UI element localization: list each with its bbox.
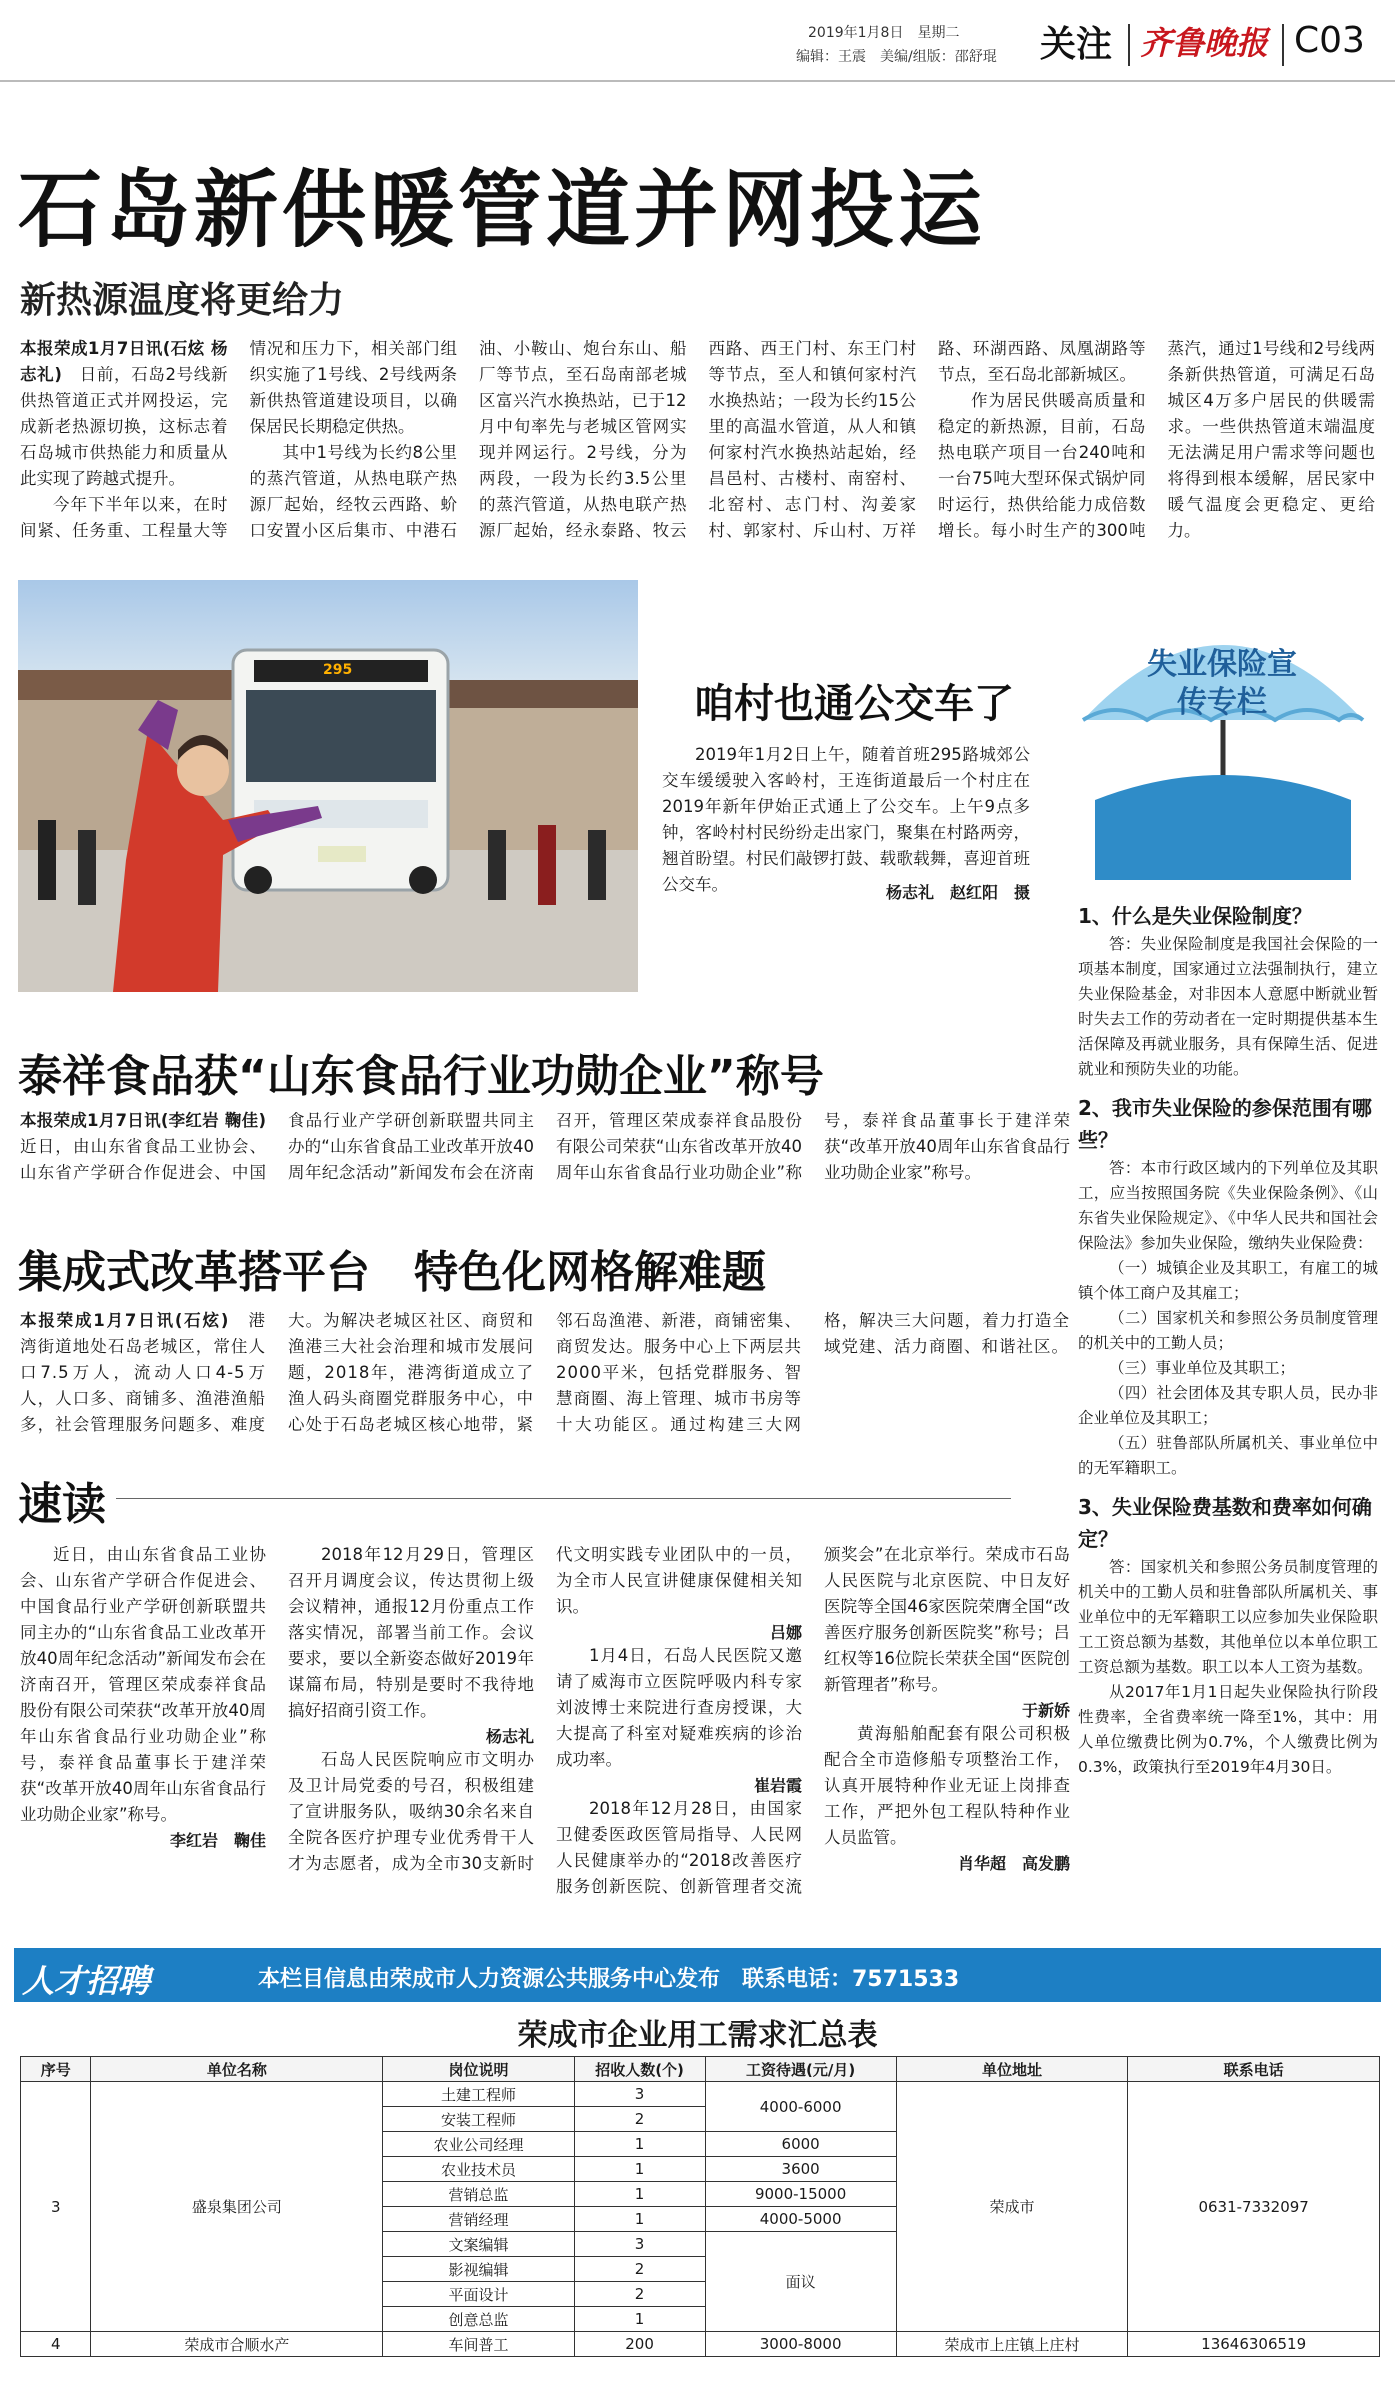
job-post: 安装工程师: [383, 2107, 574, 2132]
quick-read-item: 近日，由山东省食品工业协会、山东省产学研合作促进会、中国食品行业产学研创新联盟共同主办的“山东省食品工业改革开放40周年纪念活动”新闻发布会在济南召开，管理区荣成泰祥食品股份有限公司荣获“改革开放40周年山东省食品行业功勋企业”称号，泰祥食品董事长于建洋荣获“改革开放40周年山东省食品行业功勋企业家”称号。 李红岩 鞠佳: [20, 1545, 266, 1850]
qa-question: 3、失业保险费基数和费率如何确定？: [1078, 1495, 1372, 1551]
header-cell: 单位地址: [896, 2057, 1128, 2082]
page-number: C03: [1294, 20, 1365, 61]
quick-read-item: 1月4日，石岛人民医院又邀请了威海市立医院呼吸内科专家刘波博士来院进行查房授课，大大提高了科室对疑难疾病的诊治成功率。 崔岩霞: [556, 1646, 802, 1795]
job-count: 2: [574, 2282, 705, 2307]
header-cell: 单位名称: [91, 2057, 383, 2082]
recruit-banner-text: 本栏目信息由荣成市人力资源公共服务中心发布 联系电话：7571533: [258, 1967, 960, 1992]
qa-answer: （四）社会团体及其专职人员，民办非企业单位及其职工；: [1078, 1384, 1378, 1427]
job-post: 平面设计: [383, 2282, 574, 2307]
jobs-table-title: 荣成市企业用工需求汇总表: [517, 2018, 878, 2053]
quick-read-item: 石岛人民医院响应市文明办及卫计局党委的号召，积极组建了宣讲服务队，吸纳30余名来自全院各医疗护理专业优秀骨干人才为志愿者，成为全市30支新时代文明实践专业团队中的一员，为全市人民宣讲健康保健相关知识。 吕娜: [288, 1545, 802, 1873]
bus-photo: [18, 580, 638, 992]
job-count: 1: [574, 2157, 705, 2182]
job-post: 影视编辑: [383, 2257, 574, 2282]
qa-answer: 从2017年1月1日起失业保险执行阶段性费率，全省费率统一降至1%，其中：用人单位缴费比例为0.7%，个人缴费比例为0.3%，政策执行至2019年4月30日。: [1078, 1683, 1378, 1776]
jobs-table: [20, 2056, 1380, 2357]
job-salary: 4000-6000: [705, 2082, 896, 2132]
grid-body: [20, 1308, 1070, 1470]
job-salary: 3000-8000: [705, 2332, 896, 2357]
food-body: [20, 1108, 1070, 1214]
photo-caption: 2019年1月2日上午，随着首班295路城郊公交车缓缓驶入客岭村，王连街道最后一个村庄在2019年新年伊始正式通上了公交车。上午9点多钟，客岭村村民纷纷走出家门，聚集在村路两旁，翘首盼望。村民们敲锣打鼓、载歌载舞，喜迎首班公交车。: [662, 745, 1030, 894]
lead-subheadline: 新热源温度将更给力: [20, 280, 345, 321]
company-name: 荣成市合顺水产: [91, 2332, 383, 2357]
job-post: 车间普工: [383, 2332, 574, 2357]
quick-reads-body: [20, 1542, 1070, 1946]
job-salary: 4000-5000: [705, 2207, 896, 2232]
photo-credit: 杨志礼 赵红阳 摄: [885, 883, 1030, 902]
company-phone: 13646306519: [1128, 2332, 1380, 2357]
quick-read-item: 黄海船舶配套有限公司积极配合全市造修船专项整治工作，认真开展特种作业无证上岗排查工作，严把外包工程队特种作业人员监管。 肖华超 高发鹏: [824, 1724, 1070, 1873]
qa-answer: 答：本市行政区域内的下列单位及其职工，应当按照国务院《失业保险条例》、《山东省失业保险规定》、《中华人民共和国社会保险法》参加失业保险，缴纳失业保险费：: [1078, 1159, 1378, 1252]
masthead-divider-2: [1282, 24, 1284, 66]
job-post: 农业技术员: [383, 2157, 574, 2182]
job-salary: 面议: [705, 2232, 896, 2332]
masthead-rule: [0, 80, 1395, 82]
food-paragraph: 本报荣成1月7日讯(李红岩 鞠佳) 近日，由山东省食品工业协会、山东省产学研合作促进会、中国食品行业产学研创新联盟共同主办的“山东省食品工业改革开放40周年纪念活动”新闻发布会在济南召开，管理区荣成泰祥食品股份有限公司荣获“山东省改革开放40周年山东省食品行业功勋企业”称号，泰祥食品董事长于建洋荣获“改革开放40周年山东省食品行业功勋企业家”称号。: [20, 1111, 1070, 1182]
company-address: 荣成市: [896, 2082, 1128, 2332]
job-salary: 9000-15000: [705, 2182, 896, 2207]
job-count: 1: [574, 2207, 705, 2232]
lead-body: [20, 336, 1375, 558]
qa-question: 2、我市失业保险的参保范围有哪些？: [1078, 1096, 1372, 1152]
header-cell: 岗位说明: [383, 2057, 574, 2082]
job-count: 1: [574, 2307, 705, 2332]
job-count: 3: [574, 2082, 705, 2107]
qa-answer: （五）驻鲁部队所属机关、事业单位中的无军籍职工。: [1078, 1434, 1378, 1477]
job-post: 营销总监: [383, 2182, 574, 2207]
masthead: [0, 0, 1395, 80]
row-number: 4: [21, 2332, 91, 2357]
qa-answer: （一）城镇企业及其职工，有雇工的城镇个体工商户及其雇工；: [1078, 1259, 1378, 1302]
header-cell: 序号: [21, 2057, 91, 2082]
lead-paragraph: 作为居民供暖高质量和稳定的新热源，目前，石岛热电联产项目一台240吨和一台75吨大型环保式锅炉同时运行，热供给能力成倍数增长。每小时生产的300吨蒸汽，通过1号线和2号线两条新供热管道，可满足石岛城区4万多户居民的供暖需求。一些供热管道末端温度无法满足用户需求等问题也将得到根本缓解，居民家中暖气温度会更稳定、更给力。: [938, 339, 1375, 540]
jobs-table-wrap: [20, 2056, 1380, 2357]
lead-paragraph: 今年下半年以来，在时间紧、任务重、工程量大等情况和压力下，相关部门组织实施了1号线、2号线两条新供热管道建设项目，以确保居民长期稳定供热。: [20, 339, 457, 540]
header-cell: 工资待遇(元/月): [705, 2057, 896, 2082]
qa-question: 1、什么是失业保险制度？: [1078, 904, 1312, 928]
insurance-badge: [1075, 590, 1371, 880]
job-post: 土建工程师: [383, 2082, 574, 2107]
qa-answer: 答：失业保险制度是我国社会保险的一项基本制度，国家通过立法强制执行，建立失业保险基金，对非因本人意愿中断就业暂时失去工作的劳动者在一定时期提供基本生活保障及再就业服务，具有保障生活、促进就业和预防失业的功能。: [1078, 935, 1378, 1078]
lead-paragraph: 其中1号线为长约8公里的蒸汽管道，从热电联产热源厂起始，经牧云西路、蚧口安置小区后集市、中港石油、小鞍山、炮台东山、船厂等节点，至石岛南部老城区富兴汽水换热站，已于12月中旬率先与老城区管网实现并网运行。2号线，分为两段，一段为长约3.5公里的蒸汽管道，从热电联产热源厂起始，经永泰路、牧云西路、西王门村、东王门村等节点，至人和镇何家村汽水换热站；一段为长约15公里的高温水管道，从人和镇何家村汽水换热站起始，经昌邑村、古楼村、南窑村、北窑村、志门村、沟姜家村、郭家村、斥山村、万祥路、环湖西路、凤凰湖路等节点，至石岛北部新城区。: [249, 339, 1146, 540]
table-row: [21, 2082, 1380, 2107]
table-header-row: [21, 2057, 1380, 2082]
insurance-qa: [1078, 900, 1378, 1920]
header-cell: 联系电话: [1128, 2057, 1380, 2082]
company-phone: 0631-7332097: [1128, 2082, 1380, 2332]
job-count: 200: [574, 2332, 705, 2357]
bus-photo-illustration: [18, 580, 638, 992]
job-salary: 6000: [705, 2132, 896, 2157]
editor-credits: 编辑：王震 美编/组版：邵舒琨: [796, 49, 997, 65]
photo-headline: 咱村也通公交车了: [694, 681, 1014, 727]
company-name: 盛泉集团公司: [91, 2082, 383, 2332]
job-count: 3: [574, 2232, 705, 2257]
masthead-divider: [1128, 24, 1130, 66]
header-cell: 招收人数(个): [574, 2057, 705, 2082]
job-post: 创意总监: [383, 2307, 574, 2332]
row-number: 3: [21, 2082, 91, 2332]
issue-date: 2019年1月8日 星期二: [808, 25, 960, 41]
qa-answer: （二）国家机关和参照公务员制度管理的机关中的工勤人员；: [1078, 1309, 1378, 1352]
recruit-banner: [14, 1948, 1381, 2002]
bus-route-sign: 295: [323, 662, 353, 678]
job-count: 1: [574, 2182, 705, 2207]
umbrella-icon: [1075, 590, 1371, 880]
job-post: 农业公司经理: [383, 2132, 574, 2157]
job-salary: 3600: [705, 2157, 896, 2182]
lead-headline: 石岛新供暖管道并网投运: [18, 161, 987, 259]
grid-headline: 集成式改革搭平台 特色化网格解难题: [18, 1247, 766, 1298]
job-count: 2: [574, 2257, 705, 2282]
section-name: 关注: [1040, 24, 1113, 65]
job-count: 1: [574, 2132, 705, 2157]
qa-answer: 答：国家机关和参照公务员制度管理的机关中的工勤人员和驻鲁部队所属机关、事业单位中的无军籍职工以应参加失业保险职工工资总额为基数，其他单位以本单位职工工资总额为基数。职工以本人工资为基数。: [1078, 1558, 1378, 1676]
quick-reads-title: 速读: [18, 1479, 106, 1530]
table-row: [21, 2332, 1380, 2357]
job-post: 营销经理: [383, 2207, 574, 2232]
job-count: 2: [574, 2107, 705, 2132]
grid-paragraph: 本报荣成1月7日讯(石炫) 港湾街道地处石岛老城区，常住人口7.5万人，流动人口4-5万人，人口多、商铺多、渔港渔船多，社会管理服务问题多、难度大。为解决老城区社区、商贸和渔港三大社会治理和城市发展问题，2018年，港湾街道成立了渔人码头商圈党群服务中心，中心处于石岛老城区核心地带，紧邻石岛渔港、新港，商铺密集、商贸发达。服务中心上下两层共2000平米，包括党群服务、智慧商圈、海上管理、城市书房等十大功能区。通过构建三大网格，解决三大问题，着力打造全域党建、活力商圈、和谐社区。: [20, 1311, 1070, 1434]
insurance-badge-title: 失业保险宣传专栏: [1147, 647, 1297, 720]
quick-read-item: 2018年12月28日，由国家卫健委医政医管局指导、人民网人民健康举办的“2018改善医疗服务创新医院、创新管理者交流颁奖会”在北京举行。荣成市石岛人民医院与北京医院、中日友好医院等全国46家医院荣膺全国“改善医疗服务创新医院奖”称号；吕红权等16位院长荣获全国“医院创新管理者”称号。 于新娇: [556, 1545, 1070, 1896]
quick-reads-rule: [116, 1498, 1011, 1499]
paper-logo: 齐鲁晚报: [1140, 24, 1269, 62]
qa-answer: （三）事业单位及其职工；: [1109, 1359, 1296, 1377]
lead-paragraph: 本报荣成1月7日讯(石炫 杨志礼) 日前，石岛2号线新供热管道正式并网投运，完成新老热源切换，这标志着石岛城市供热能力和质量从此实现了跨越式提升。: [20, 339, 228, 488]
company-address: 荣成市上庄镇上庄村: [896, 2332, 1128, 2357]
food-headline: 泰祥食品获“山东食品行业功勋企业”称号: [18, 1051, 824, 1102]
quick-read-item: 2018年12月29日，管理区召开月调度会议，传达贯彻上级会议精神，通报12月份重点工作落实情况，部署当前工作。会议要求，要以全新姿态做好2019年谋篇布局，特别是要时不我待地搞好招商引资工作。 杨志礼: [288, 1545, 534, 1746]
recruit-logo: 人才招聘: [22, 1962, 151, 2000]
job-post: 文案编辑: [383, 2232, 574, 2257]
